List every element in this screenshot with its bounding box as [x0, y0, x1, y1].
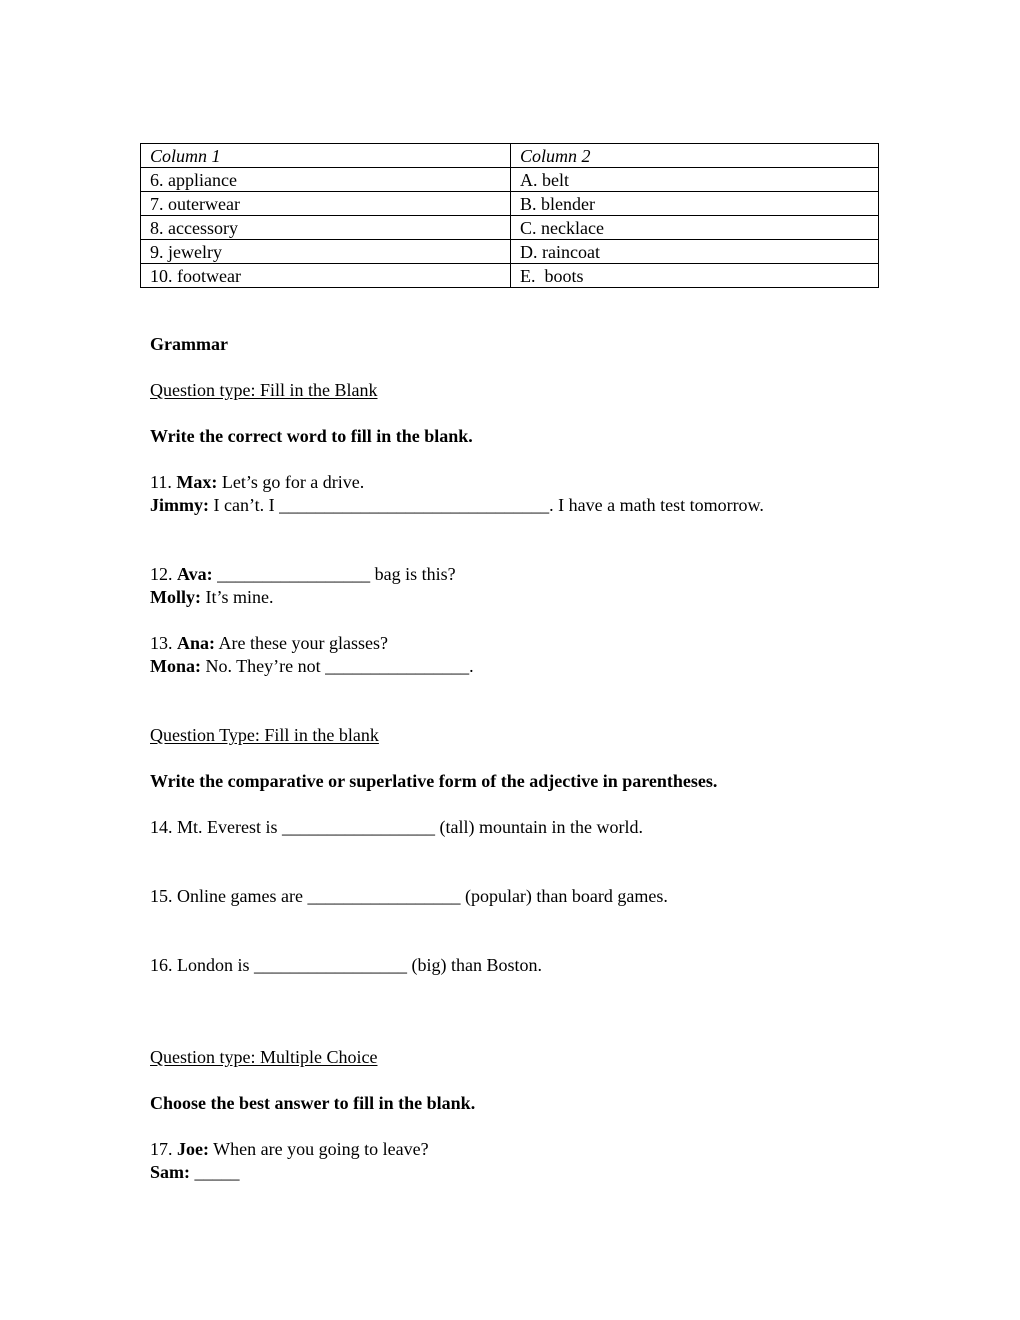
question-type-label: Question type: Fill in the Blank	[150, 380, 378, 400]
question-15: 15. Online games are _________________ (popular) than board games.	[150, 886, 668, 906]
dialogue-text: Are these your glasses?	[215, 633, 388, 653]
table-cell: 9. jewelry	[141, 240, 511, 264]
question-14: 14. Mt. Everest is _________________ (tall) mountain in the world.	[150, 817, 643, 837]
matching-table	[140, 143, 879, 288]
question-type-label: Question type: Multiple Choice	[150, 1047, 378, 1067]
section-instruction: Choose the best answer to fill in the blank.	[150, 1093, 476, 1113]
table-cell: D. raincoat	[511, 240, 879, 264]
question-11-line-2	[150, 494, 764, 517]
section-instruction: Write the comparative or superlative form of the adjective in parentheses.	[150, 771, 718, 791]
speaker-name: Molly:	[150, 587, 201, 607]
column-1-header: Column 1	[141, 144, 511, 168]
speaker-name: Sam:	[150, 1162, 190, 1182]
answer-blank: _____	[190, 1162, 240, 1182]
table-row	[141, 240, 879, 264]
question-number: 11.	[150, 472, 172, 492]
question-13-line-1	[150, 632, 388, 655]
speaker-name: Ava:	[177, 564, 213, 584]
section-instruction: Write the correct word to fill in the blank.	[150, 426, 473, 446]
speaker-name: Max:	[176, 472, 218, 492]
speaker-name: Joe:	[177, 1139, 209, 1159]
question-13-line-2	[150, 655, 474, 678]
table-row	[141, 168, 879, 192]
question-12-line-2	[150, 586, 274, 609]
table-cell: 10. footwear	[141, 264, 511, 288]
table-cell: E. boots	[511, 264, 879, 288]
table-header-row	[141, 144, 879, 168]
speaker-name: Ana:	[177, 633, 216, 653]
table-cell: A. belt	[511, 168, 879, 192]
question-11-line-1	[150, 471, 364, 494]
table-cell: B. blender	[511, 192, 879, 216]
speaker-name: Jimmy:	[150, 495, 209, 515]
question-17-line-2	[150, 1161, 240, 1184]
dialogue-text-with-blank: _________________ bag is this?	[212, 564, 456, 584]
question-number: 13.	[150, 633, 173, 653]
question-17-line-1	[150, 1138, 429, 1161]
dialogue-text: When are you going to leave?	[208, 1139, 429, 1159]
speaker-name: Mona:	[150, 656, 201, 676]
question-12-line-1	[150, 563, 456, 586]
dialogue-text: It’s mine.	[201, 587, 274, 607]
dialogue-text-with-blank: I can’t. I ______________________________. I have a math test tomorrow.	[208, 495, 764, 515]
dialogue-text: Let’s go for a drive.	[217, 472, 365, 492]
question-type-label: Question Type: Fill in the blank	[150, 725, 379, 745]
question-number: 17.	[150, 1139, 173, 1159]
question-number: 12.	[150, 564, 173, 584]
table-cell: 7. outerwear	[141, 192, 511, 216]
table-row	[141, 192, 879, 216]
table-row	[141, 264, 879, 288]
dialogue-text-with-blank: No. They’re not ________________.	[201, 656, 474, 676]
table-cell: C. necklace	[511, 216, 879, 240]
question-16: 16. London is _________________ (big) than Boston.	[150, 955, 542, 975]
table-row	[141, 216, 879, 240]
table-cell: 6. appliance	[141, 168, 511, 192]
column-2-header: Column 2	[511, 144, 879, 168]
table-cell: 8. accessory	[141, 216, 511, 240]
grammar-heading: Grammar	[150, 334, 228, 354]
